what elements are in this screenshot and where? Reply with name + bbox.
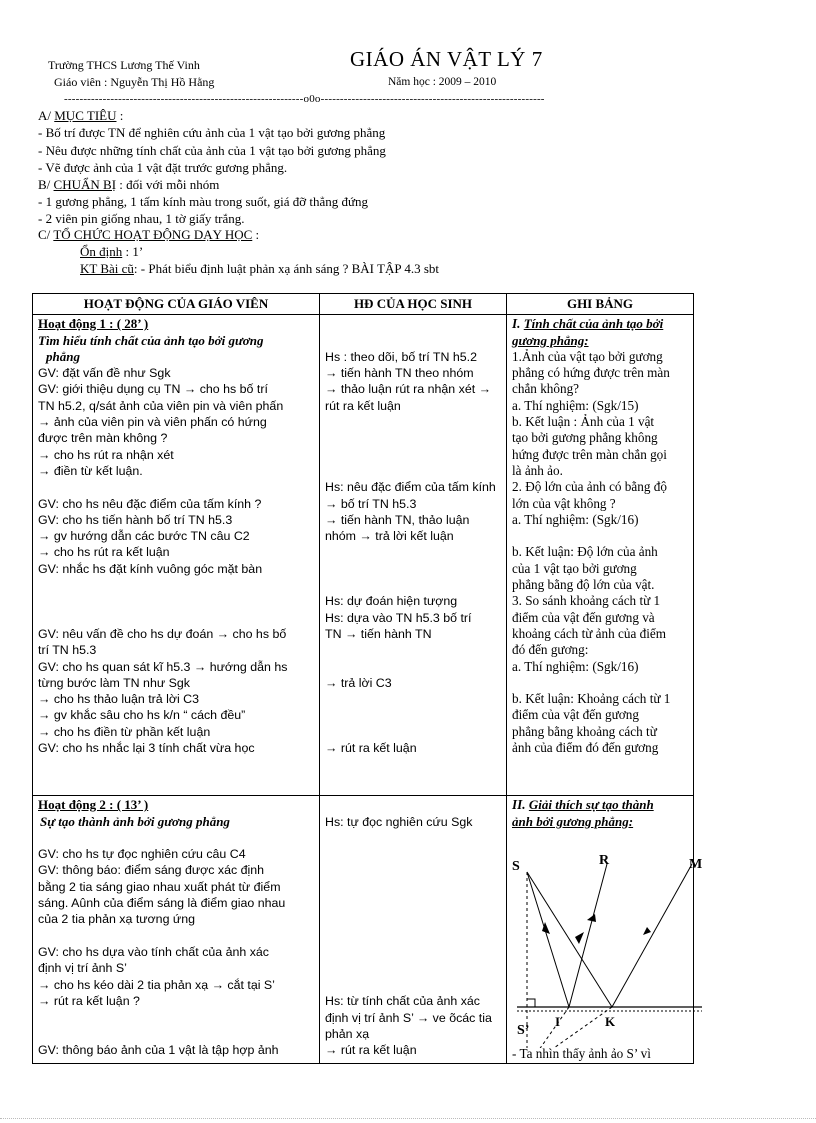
mirror-reflection-diagram bbox=[507, 852, 707, 1048]
student-line bbox=[325, 691, 501, 707]
teacher-line: GV: cho hs tiến hành bố trí TN h5.3 bbox=[38, 512, 233, 527]
student-line bbox=[325, 659, 501, 675]
objective-1: - Bố trí được TN để nghiên cứu ảnh của 1 vật tạo bởi gương phẳng bbox=[38, 125, 386, 140]
student-line: → bố trí TN h5.3 bbox=[325, 496, 417, 511]
teacher-line: GV: cho hs nêu đặc điểm của tấm kính ? bbox=[38, 496, 262, 511]
board-line: a. Thí nghiệm: (Sgk/16) bbox=[512, 658, 639, 674]
board-line: ảnh của điểm đó đến gương bbox=[512, 740, 659, 756]
on-dinh: Ổn định : 1’ bbox=[80, 244, 144, 259]
teacher-line: GV: cho hs nhắc lại 3 tính chất vừa học bbox=[38, 741, 255, 756]
teacher-line: GV: thông báo: điểm sáng được xác định bbox=[38, 863, 265, 878]
board-line: là ảnh ảo. bbox=[512, 462, 563, 478]
board-line: a. Thí nghiệm: (Sgk/15) bbox=[512, 397, 639, 413]
student-line: rút ra kết luận bbox=[325, 398, 401, 413]
student-line: Hs: từ tính chất của ảnh xác bbox=[325, 994, 480, 1009]
section-a-heading: A/ MỤC TIÊU : bbox=[38, 108, 124, 123]
extension-2 bbox=[527, 1007, 612, 1048]
student-line: → rút ra kết luận bbox=[325, 741, 417, 756]
student-line: → tiến hành TN, thảo luận bbox=[325, 512, 470, 527]
arrow-3 bbox=[587, 914, 596, 922]
header-board: GHI BẢNG bbox=[507, 294, 694, 315]
board-line: phẳng bằng khoảng cách từ bbox=[512, 723, 657, 739]
activity2-title: Hoạt động 2 : ( 13’ ) bbox=[38, 797, 149, 813]
teacher-line: → cho hs rút ra kết luận bbox=[38, 545, 170, 560]
teacher-line: trí TN h5.3 bbox=[38, 643, 97, 658]
student-line bbox=[325, 414, 501, 430]
board-line: hứng được trên màn chắn gọi bbox=[512, 446, 667, 462]
student-line bbox=[325, 642, 501, 658]
teacher-name: Giáo viên : Nguyễn Thị Hồ Hằng bbox=[54, 75, 215, 89]
student-line: → trả lời C3 bbox=[325, 675, 392, 690]
board-line: điểm của vật đến gương và bbox=[512, 609, 655, 625]
teacher-line bbox=[38, 610, 314, 626]
page-bottom-edge bbox=[0, 1118, 816, 1119]
student-line bbox=[325, 333, 501, 349]
teacher-line: GV: nhắc hs đặt kính vuông góc mặt bàn bbox=[38, 561, 263, 576]
student-line: định vị trí ảnh S’ → ve õcác tia bbox=[325, 1010, 492, 1025]
board-line: b. Kết luận: Độ lớn của ảnh bbox=[512, 544, 658, 560]
label-m: M bbox=[689, 857, 703, 873]
reflected-ray-2 bbox=[612, 864, 692, 1007]
student-line bbox=[325, 577, 501, 593]
board-line: 1.Ảnh của vật tạo bởi gương bbox=[512, 348, 663, 364]
board-line: của 1 vật tạo bởi gương bbox=[512, 560, 637, 576]
board-line: phẳng có hứng được trên màn bbox=[512, 365, 670, 381]
objective-3: - Vẽ được ảnh của 1 vật đặt trước gương phẳng. bbox=[38, 160, 288, 175]
board-line: phẳng bằng độ lớn của vật. bbox=[512, 577, 655, 593]
activity2-student-cell bbox=[320, 796, 507, 1064]
label-i: I bbox=[555, 1014, 561, 1030]
student-line: → tiến hành TN theo nhóm bbox=[325, 366, 474, 381]
label-s-prime: S’ bbox=[517, 1023, 530, 1039]
student-line bbox=[325, 463, 501, 479]
teacher-line: GV: nêu vấn đề cho hs dự đoán → cho hs bố bbox=[38, 626, 287, 641]
prep-1: - 1 gương phẳng, 1 tấm kính màu trong suốt, giá đỡ thẳng đứng bbox=[38, 194, 369, 209]
kt-bai-cu: KT Bài cũ: - Phát biểu định luật phản xạ ánh sáng ? BÀI TẬP 4.3 sbt bbox=[80, 261, 440, 276]
incident-ray-1 bbox=[527, 872, 569, 1007]
teacher-line: → rút ra kết luận ? bbox=[38, 993, 140, 1008]
student-line bbox=[325, 544, 501, 560]
teacher-line bbox=[38, 577, 314, 593]
teacher-line: GV: thông báo ảnh của 1 vật là tập hợp ảnh bbox=[38, 1042, 279, 1057]
board-heading-2: II. Giải thích sự tạo thành bbox=[512, 797, 654, 813]
teacher-line: GV: giới thiệu dụng cụ TN → cho hs bố trí bbox=[38, 382, 268, 397]
student-line: → rút ra kết luận bbox=[325, 1043, 417, 1058]
activity2-subtitle: Sự tạo thành ảnh bởi gương phẳng bbox=[40, 813, 230, 829]
activity1-student-cell bbox=[320, 315, 507, 796]
teacher-line: → gv khắc sâu cho hs k/n “ cách đều” bbox=[38, 708, 246, 723]
board-line: khoảng cách từ ảnh của điểm bbox=[512, 625, 666, 641]
teacher-line bbox=[38, 830, 314, 846]
teacher-line: GV: cho hs quan sát kĩ h5.3 → hướng dẫn hs bbox=[38, 659, 288, 674]
student-line bbox=[325, 707, 501, 723]
board-last-line: - Ta nhìn thấy ảnh ảo S’ vì bbox=[512, 1046, 651, 1062]
board-line: điểm của vật đến gương bbox=[512, 707, 639, 723]
teacher-line: → cho hs thảo luận trả lời C3 bbox=[38, 692, 200, 707]
board-heading-2b: ảnh bởi gương phẳng: bbox=[512, 813, 634, 829]
page-title: GIÁO ÁN VẬT LÝ 7 bbox=[350, 47, 543, 71]
arrow-4 bbox=[643, 927, 651, 935]
activity1-subtitle-2: phẳng bbox=[46, 348, 80, 364]
teacher-line: → cho hs kéo dài 2 tia phản xạ → cắt tại S’ bbox=[38, 977, 275, 992]
teacher-line: bằng 2 tia sáng giao nhau xuất phát từ điểm bbox=[38, 879, 281, 894]
student-line: phản xạ bbox=[325, 1026, 370, 1041]
arrow-2 bbox=[575, 932, 584, 944]
board-line: lớn của vật không ? bbox=[512, 495, 616, 511]
board-line: b. Kết luận : Ảnh của 1 vật bbox=[512, 414, 655, 430]
teacher-line: GV: cho hs tự đọc nghiên cứu câu C4 bbox=[38, 847, 246, 862]
teacher-line: GV: cho hs dựa vào tính chất của ảnh xác bbox=[38, 944, 270, 959]
table-header-row bbox=[33, 294, 694, 315]
board-line: b. Kết luận: Khoảng cách từ 1 bbox=[512, 691, 671, 707]
header-student: HĐ CỦA HỌC SINH bbox=[320, 294, 507, 315]
student-read: Hs: tự đọc nghiên cứu Sgk bbox=[325, 814, 473, 829]
prep-2: - 2 viên pin giống nhau, 1 tờ giấy trắng. bbox=[38, 211, 245, 226]
separator-line: --------------------------------------------------------------o0o---------------------------------------------------------- bbox=[64, 93, 545, 105]
board-line: tạo bởi gương phẳng không bbox=[512, 430, 658, 446]
label-r: R bbox=[599, 853, 610, 869]
activity2-teacher-cell bbox=[33, 796, 320, 1064]
board-heading-1: I. Tính chất của ảnh tạo bởi bbox=[512, 316, 664, 332]
teacher-line bbox=[38, 479, 314, 495]
student-line: Hs: dự đoán hiện tượng bbox=[325, 594, 458, 609]
teacher-line: → cho hs rút ra nhận xét bbox=[38, 447, 174, 462]
teacher-line: TN h5.2, q/sát ảnh của viên pin và viên phấn bbox=[38, 398, 284, 413]
activity2-board-cell bbox=[507, 796, 703, 1064]
teacher-line bbox=[38, 1025, 314, 1041]
label-s: S bbox=[512, 859, 520, 875]
student-line: Hs: nêu đặc điểm của tấm kính bbox=[325, 480, 496, 495]
board-heading-1b: gương phẳng: bbox=[512, 332, 589, 348]
objective-2: - Nêu được những tính chất của ảnh của 1 vật tạo bởi gương phẳng bbox=[38, 143, 386, 158]
board-line bbox=[512, 528, 688, 544]
school-name: Trường THCS Lương Thế Vinh bbox=[48, 58, 200, 72]
board-line bbox=[512, 675, 688, 691]
student-line bbox=[325, 561, 501, 577]
activity1-subtitle: Tìm hiểu tính chất của ảnh tạo bởi gương bbox=[38, 332, 264, 348]
board-line: 3. So sánh khoảng cách từ 1 bbox=[512, 593, 661, 609]
activity1-board-cell bbox=[507, 315, 694, 796]
right-angle-mark bbox=[527, 999, 535, 1007]
teacher-line: → cho hs điền từ phần kết luận bbox=[38, 724, 211, 739]
label-k: K bbox=[605, 1014, 616, 1030]
teacher-line: từng bước làm TN như Sgk bbox=[38, 675, 190, 690]
header-teacher: HOẠT ĐỘNG CỦA GIÁO VIÊN bbox=[33, 294, 320, 315]
school-year: Năm học : 2009 – 2010 bbox=[388, 76, 497, 88]
table-row bbox=[33, 315, 694, 796]
lesson-table bbox=[32, 293, 703, 1064]
student-line bbox=[325, 316, 501, 332]
student-line: Hs: dựa vào TN h5.3 bố trí bbox=[325, 610, 472, 625]
student-line: Hs : theo dõi, bố trí TN h5.2 bbox=[325, 349, 477, 364]
teacher-line bbox=[38, 593, 314, 609]
student-line bbox=[325, 724, 501, 740]
teacher-line: sáng. Aûnh của điểm sáng là điểm giao nhau bbox=[38, 896, 286, 911]
section-b-heading: B/ CHUẨN BỊ : đối với mỗi nhóm bbox=[38, 177, 220, 192]
teacher-line: định vị trí ảnh S’ bbox=[38, 961, 127, 976]
teacher-line: → gv hướng dẫn các bước TN câu C2 bbox=[38, 529, 250, 544]
student-line: → thảo luận rút ra nhận xét → bbox=[325, 382, 491, 397]
student-line: nhóm → trả lời kết luận bbox=[325, 529, 454, 544]
teacher-line bbox=[38, 928, 314, 944]
board-line: 2. Độ lớn của ảnh có bằng độ bbox=[512, 479, 667, 495]
teacher-line: được trên màn không ? bbox=[38, 431, 168, 446]
teacher-line: → ảnh của viên pin và viên phấn có hứng bbox=[38, 415, 267, 430]
teacher-line bbox=[38, 1009, 314, 1025]
section-c-heading: C/ TỔ CHỨC HOẠT ĐỘNG DẠY HỌC : bbox=[38, 227, 260, 242]
reflected-ray-1 bbox=[569, 864, 607, 1007]
table-row bbox=[33, 796, 694, 1064]
board-line: a. Thí nghiệm: (Sgk/16) bbox=[512, 511, 639, 527]
activity1-title: Hoạt động 1 : ( 28’ ) bbox=[38, 316, 149, 332]
board-line: đó đến gương: bbox=[512, 642, 589, 658]
activity1-teacher-cell bbox=[33, 315, 320, 796]
student-line bbox=[325, 430, 501, 446]
student-line bbox=[325, 447, 501, 463]
teacher-line: GV: đặt vấn đề như Sgk bbox=[38, 366, 171, 381]
board-line: chắn không? bbox=[512, 381, 580, 397]
teacher-line: → điền từ kết luận. bbox=[38, 463, 143, 478]
teacher-line: của 2 tia phản xạ tương ứng bbox=[38, 912, 195, 927]
student-line: TN → tiến hành TN bbox=[325, 626, 432, 641]
